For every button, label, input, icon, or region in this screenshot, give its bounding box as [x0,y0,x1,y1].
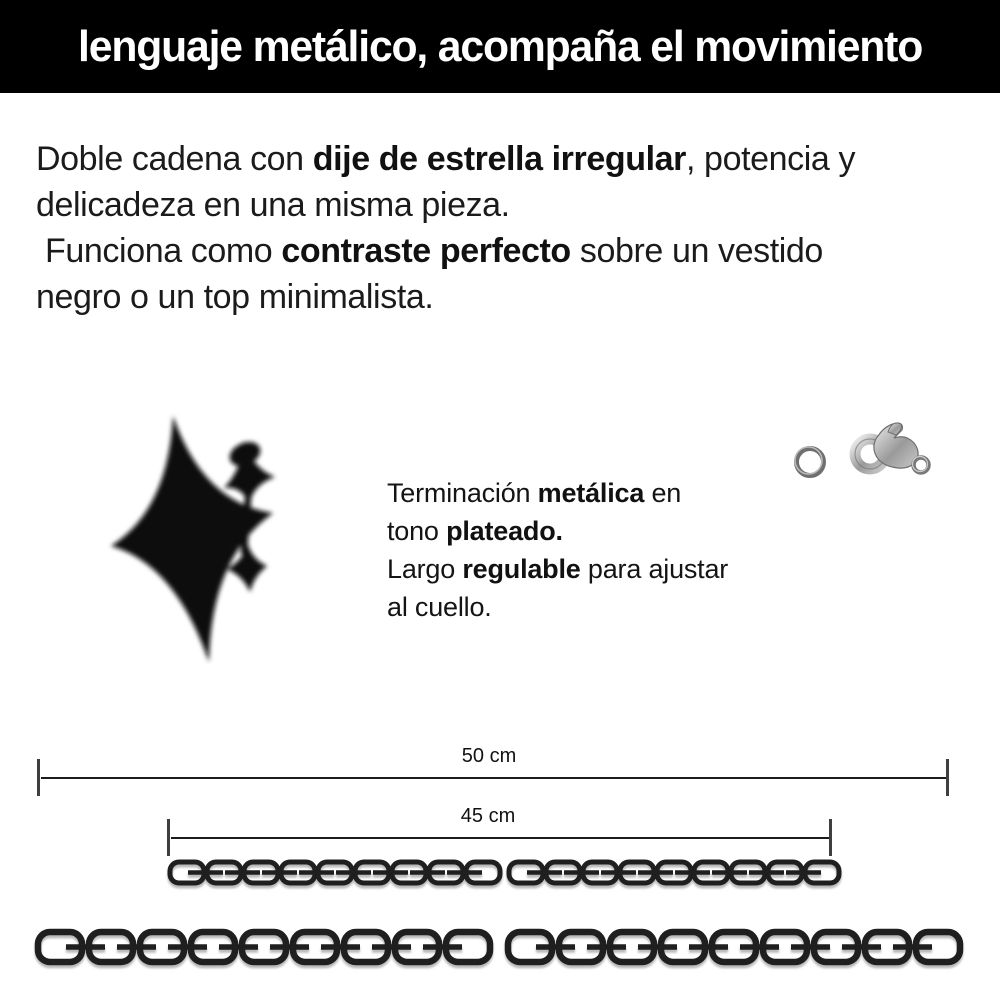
finish-note: Terminación metálica en tono plateado. Largo regulable para ajustar al cuello. [387,478,729,622]
measurement-45cm-tick-left [167,819,170,856]
measurement-50cm-tick-right [946,759,949,796]
star-pendant-silhouette [98,400,318,690]
measurement-50cm-tick-left [37,759,40,796]
measurement-50cm-label: 50 cm [461,745,517,767]
measurement-45cm-label: 45 cm [460,805,516,827]
header-banner [0,0,1000,93]
header-title: lenguaje metálico, acompaña el movimiento [77,21,923,71]
jump-ring-icon [795,447,824,476]
product-description: Doble cadena con dije de estrella irregular, potencia y delicadeza en una misma pieza. Funciona como contraste perfecto sobre un vestido negro o un top minimalista. [36,140,856,316]
chain-45cm-graphic [0,858,1000,892]
measurement-50cm-line [41,777,946,779]
measurement-45cm-tick-right [829,819,832,856]
measurement-45cm-line [171,837,829,839]
chain-50cm-graphic [0,928,1000,968]
lobster-clasp-icon [855,423,929,473]
